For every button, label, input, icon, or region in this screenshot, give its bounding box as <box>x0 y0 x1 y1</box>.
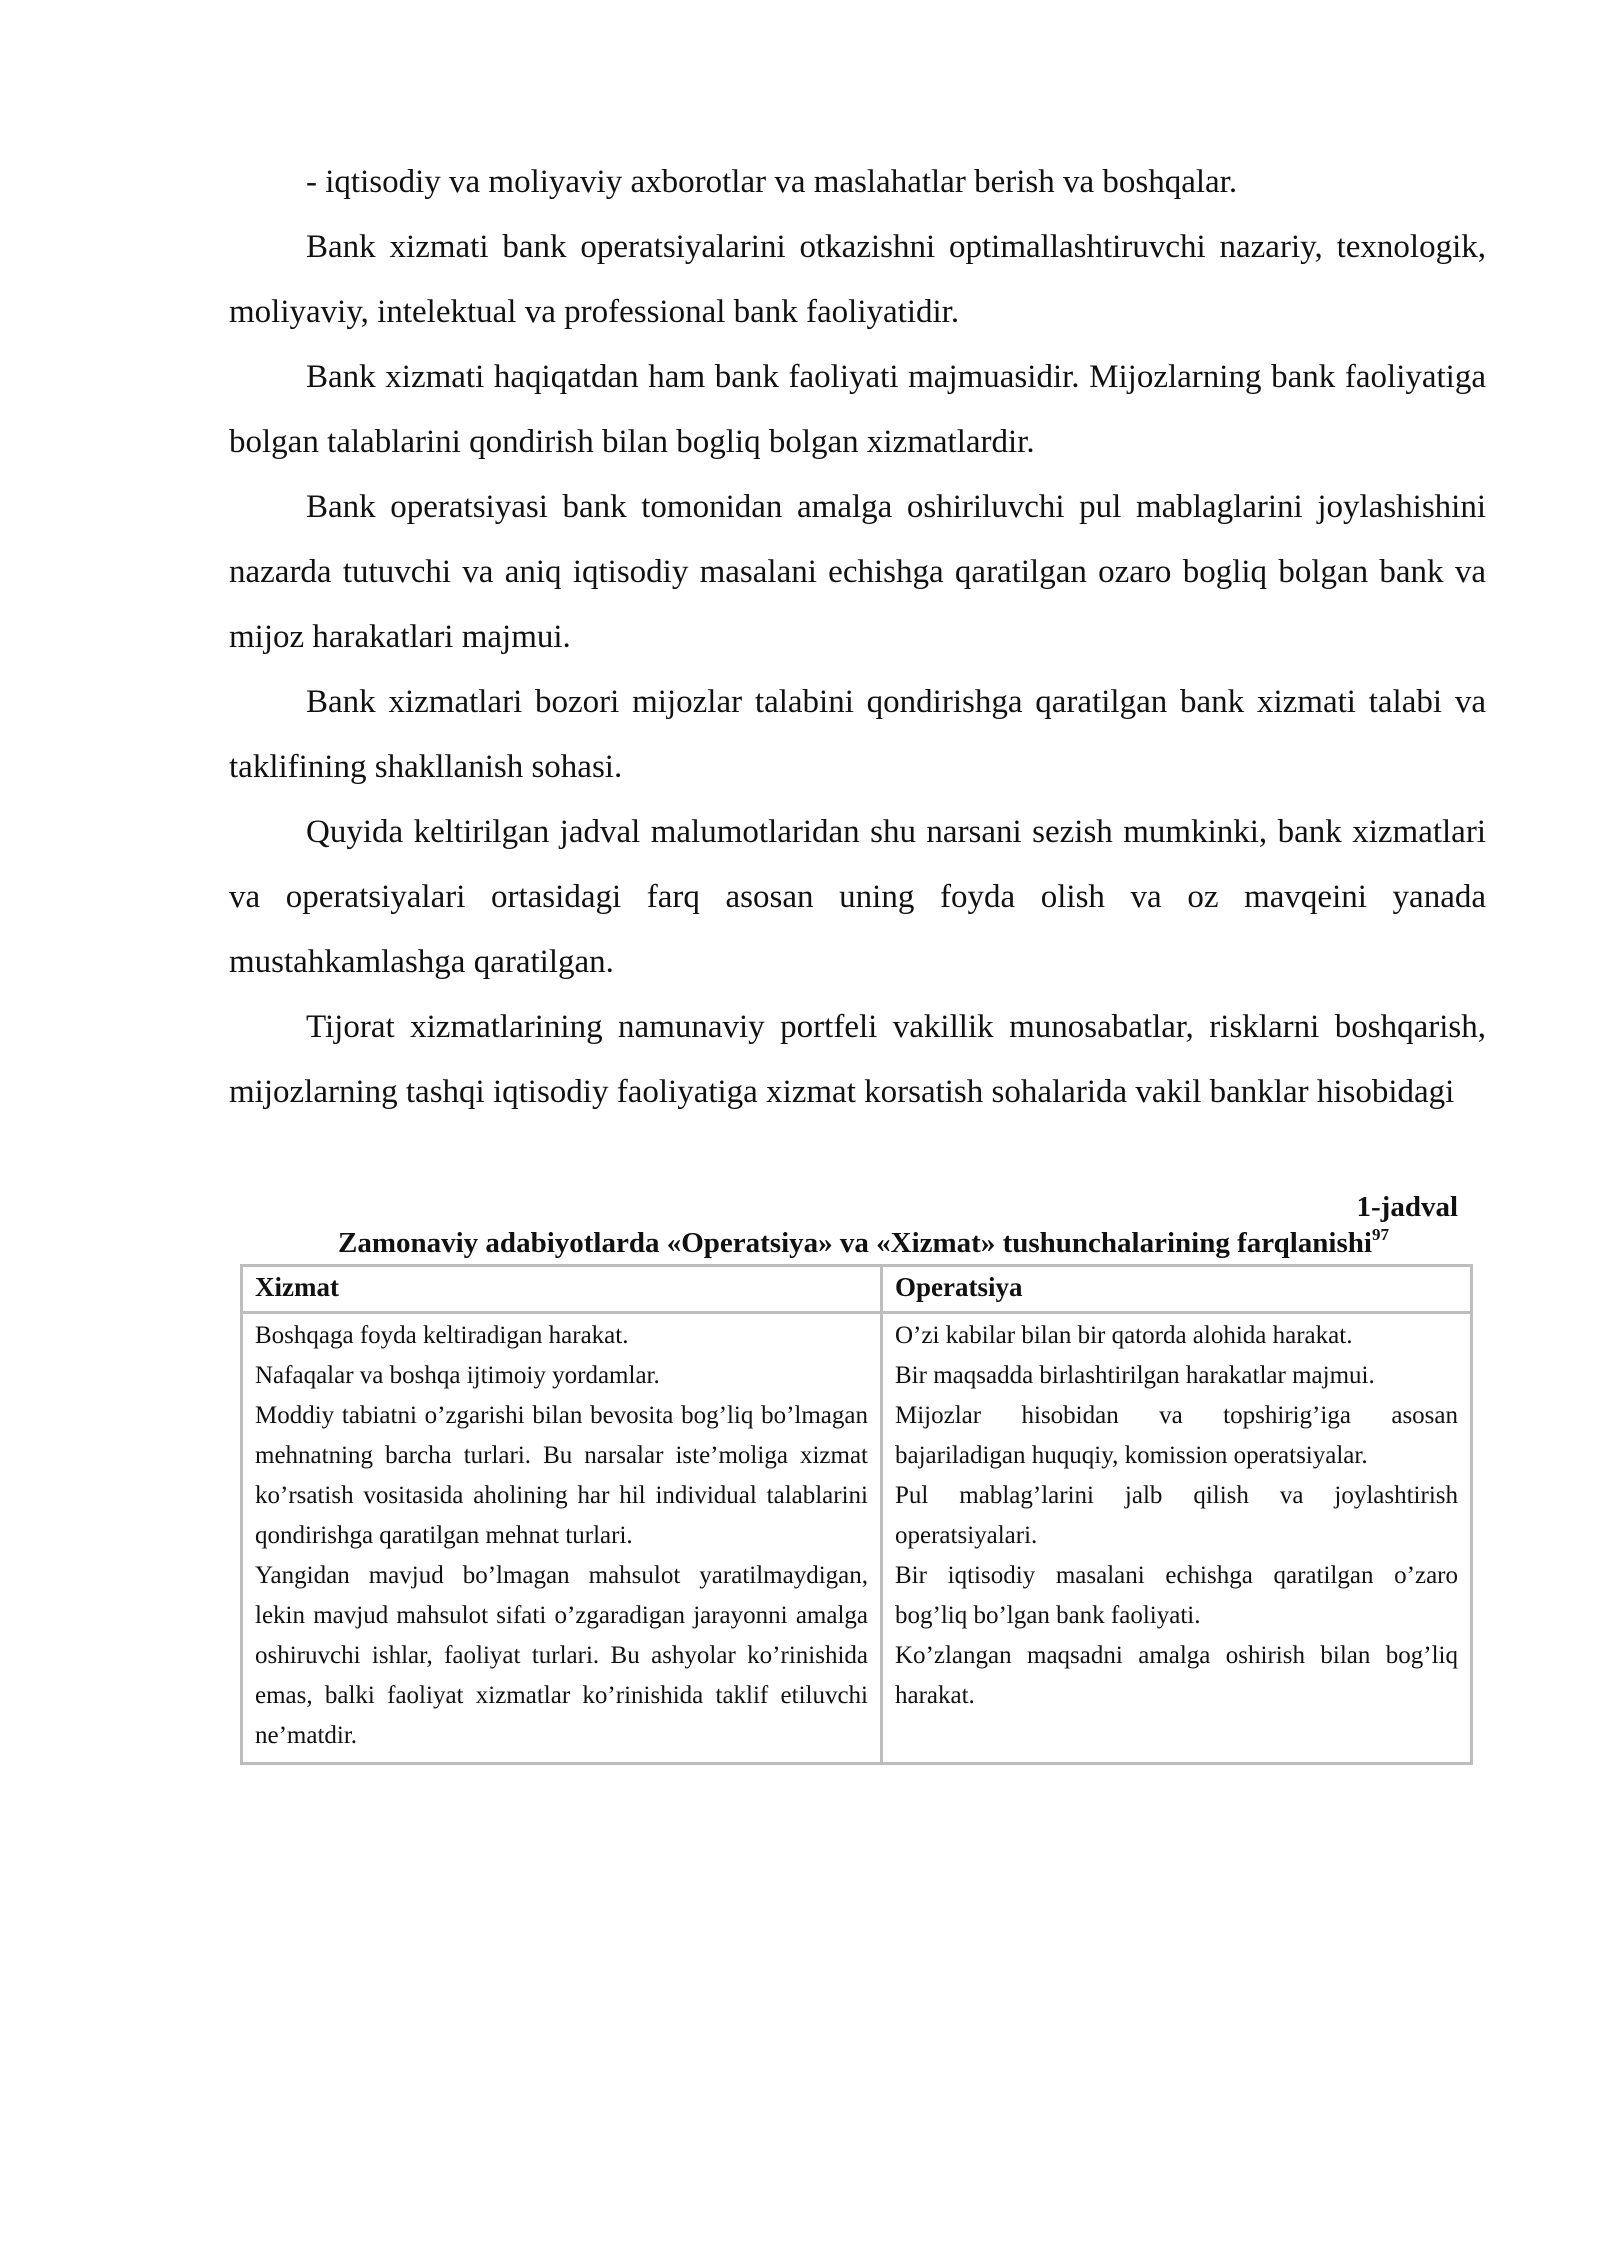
paragraph-3: Bank xizmati haqiqatdan ham bank faoliyati majmuasidir. Mijozlarning bank faoliyatiga bolgan talablarini qondirish bilan bogliq bolgan xizmatlardir. <box>229 359 1486 460</box>
operatsiya-item: Ko’zlangan maqsadni amalga oshirish bilan bog’liq harakat. <box>895 1642 1458 1709</box>
xizmat-item: Nafaqalar va boshqa ijtimoiy yordamlar. <box>255 1362 660 1389</box>
table-row <box>242 1313 1472 1764</box>
xizmat-item: Yangidan mavjud bo’lmagan mahsulot yaratilmaydigan, lekin mavjud mahsulot sifati o’zgaradigan jarayonni amalga oshiruvchi ishlar, faoliyat turlari. Bu ashyolar ko’rinishida emas, balki faoliyat xizmatlar ko’rinishida taklif etiluvchi ne’matdir. <box>255 1562 868 1749</box>
comparison-table-figure <box>240 1190 1470 1765</box>
table-caption <box>240 1224 1470 1262</box>
header-operatsiya: Operatsiya <box>882 1266 1472 1313</box>
xizmat-cell <box>242 1313 882 1764</box>
table-header-row <box>242 1266 1472 1313</box>
operatsiya-item: Bir iqtisodiy masalani echishga qaratilgan o’zaro bog’liq bo’lgan bank faoliyati. <box>895 1562 1458 1629</box>
operatsiya-item: O’zi kabilar bilan bir qatorda alohida harakat. <box>895 1322 1353 1349</box>
paragraph-4: Bank operatsiyasi bank tomonidan amalga oshiriluvchi pul mablaglarini joylashishini nazarda tutuvchi va aniq iqtisodiy masalani echishga qaratilgan ozaro bogliq bolgan bank va mijoz harakatlari majmui. <box>229 489 1486 655</box>
xizmat-item: Boshqaga foyda keltiradigan harakat. <box>255 1322 629 1349</box>
table-number: 1-jadval <box>1356 1191 1458 1223</box>
footnote-ref: 97 <box>1371 1225 1389 1244</box>
header-xizmat: Xizmat <box>242 1266 882 1313</box>
table-caption-text: Zamonaviy adabiyotlarda «Operatsiya» va «Xizmat» tushunchalarining farqlanishi <box>338 1227 1372 1259</box>
operatsiya-item: Pul mablag’larini jalb qilish va joylashtirish operatsiyalari. <box>895 1482 1458 1549</box>
paragraph-6: Quyida keltirilgan jadval malumotlaridan shu narsani sezish mumkinki, bank xizmatlari va operatsiyalari ortasidagi farq asosan uning foyda olish va oz mavqeini yanada mustahkamlashga qaratilgan. <box>229 814 1486 980</box>
paragraph-5: Bank xizmatlari bozori mijozlar talabini qondirishga qaratilgan bank xizmati talabi va taklifining shakllanish sohasi. <box>229 684 1486 785</box>
paragraph-7: Tijorat xizmatlarining namunaviy portfeli vakillik munosabatlar, risklarni boshqarish, mijozlarning tashqi iqtisodiy faoliyatiga xizmat korsatish sohalarida vakil banklar hisobidagi <box>229 1009 1486 1110</box>
paragraph-1: - iqtisodiy va moliyaviy axborotlar va maslahatlar berish va boshqalar. <box>306 164 1238 200</box>
paragraph-2: Bank xizmati bank operatsiyalarini otkazishni optimallashtiruvchi nazariy, texnologik, moliyaviy, intelektual va professional bank faoliyatidir. <box>229 229 1486 330</box>
document-body <box>229 150 1486 1125</box>
comparison-table <box>240 1264 1473 1765</box>
operatsiya-item: Bir maqsadda birlashtirilgan harakatlar majmui. <box>895 1362 1375 1389</box>
xizmat-item: Moddiy tabiatni o’zgarishi bilan bevosita bog’liq bo’lmagan mehnatning barcha turlari. Bu narsalar iste’moliga xizmat ko’rsatish vositasida aholining har hil individual talablarini qondirishga qaratilgan mehnat turlari. <box>255 1402 868 1549</box>
operatsiya-item: Mijozlar hisobidan va topshirig’iga asosan bajariladigan huquqiy, komission operatsiyalar. <box>895 1402 1458 1469</box>
operatsiya-cell <box>882 1313 1472 1764</box>
